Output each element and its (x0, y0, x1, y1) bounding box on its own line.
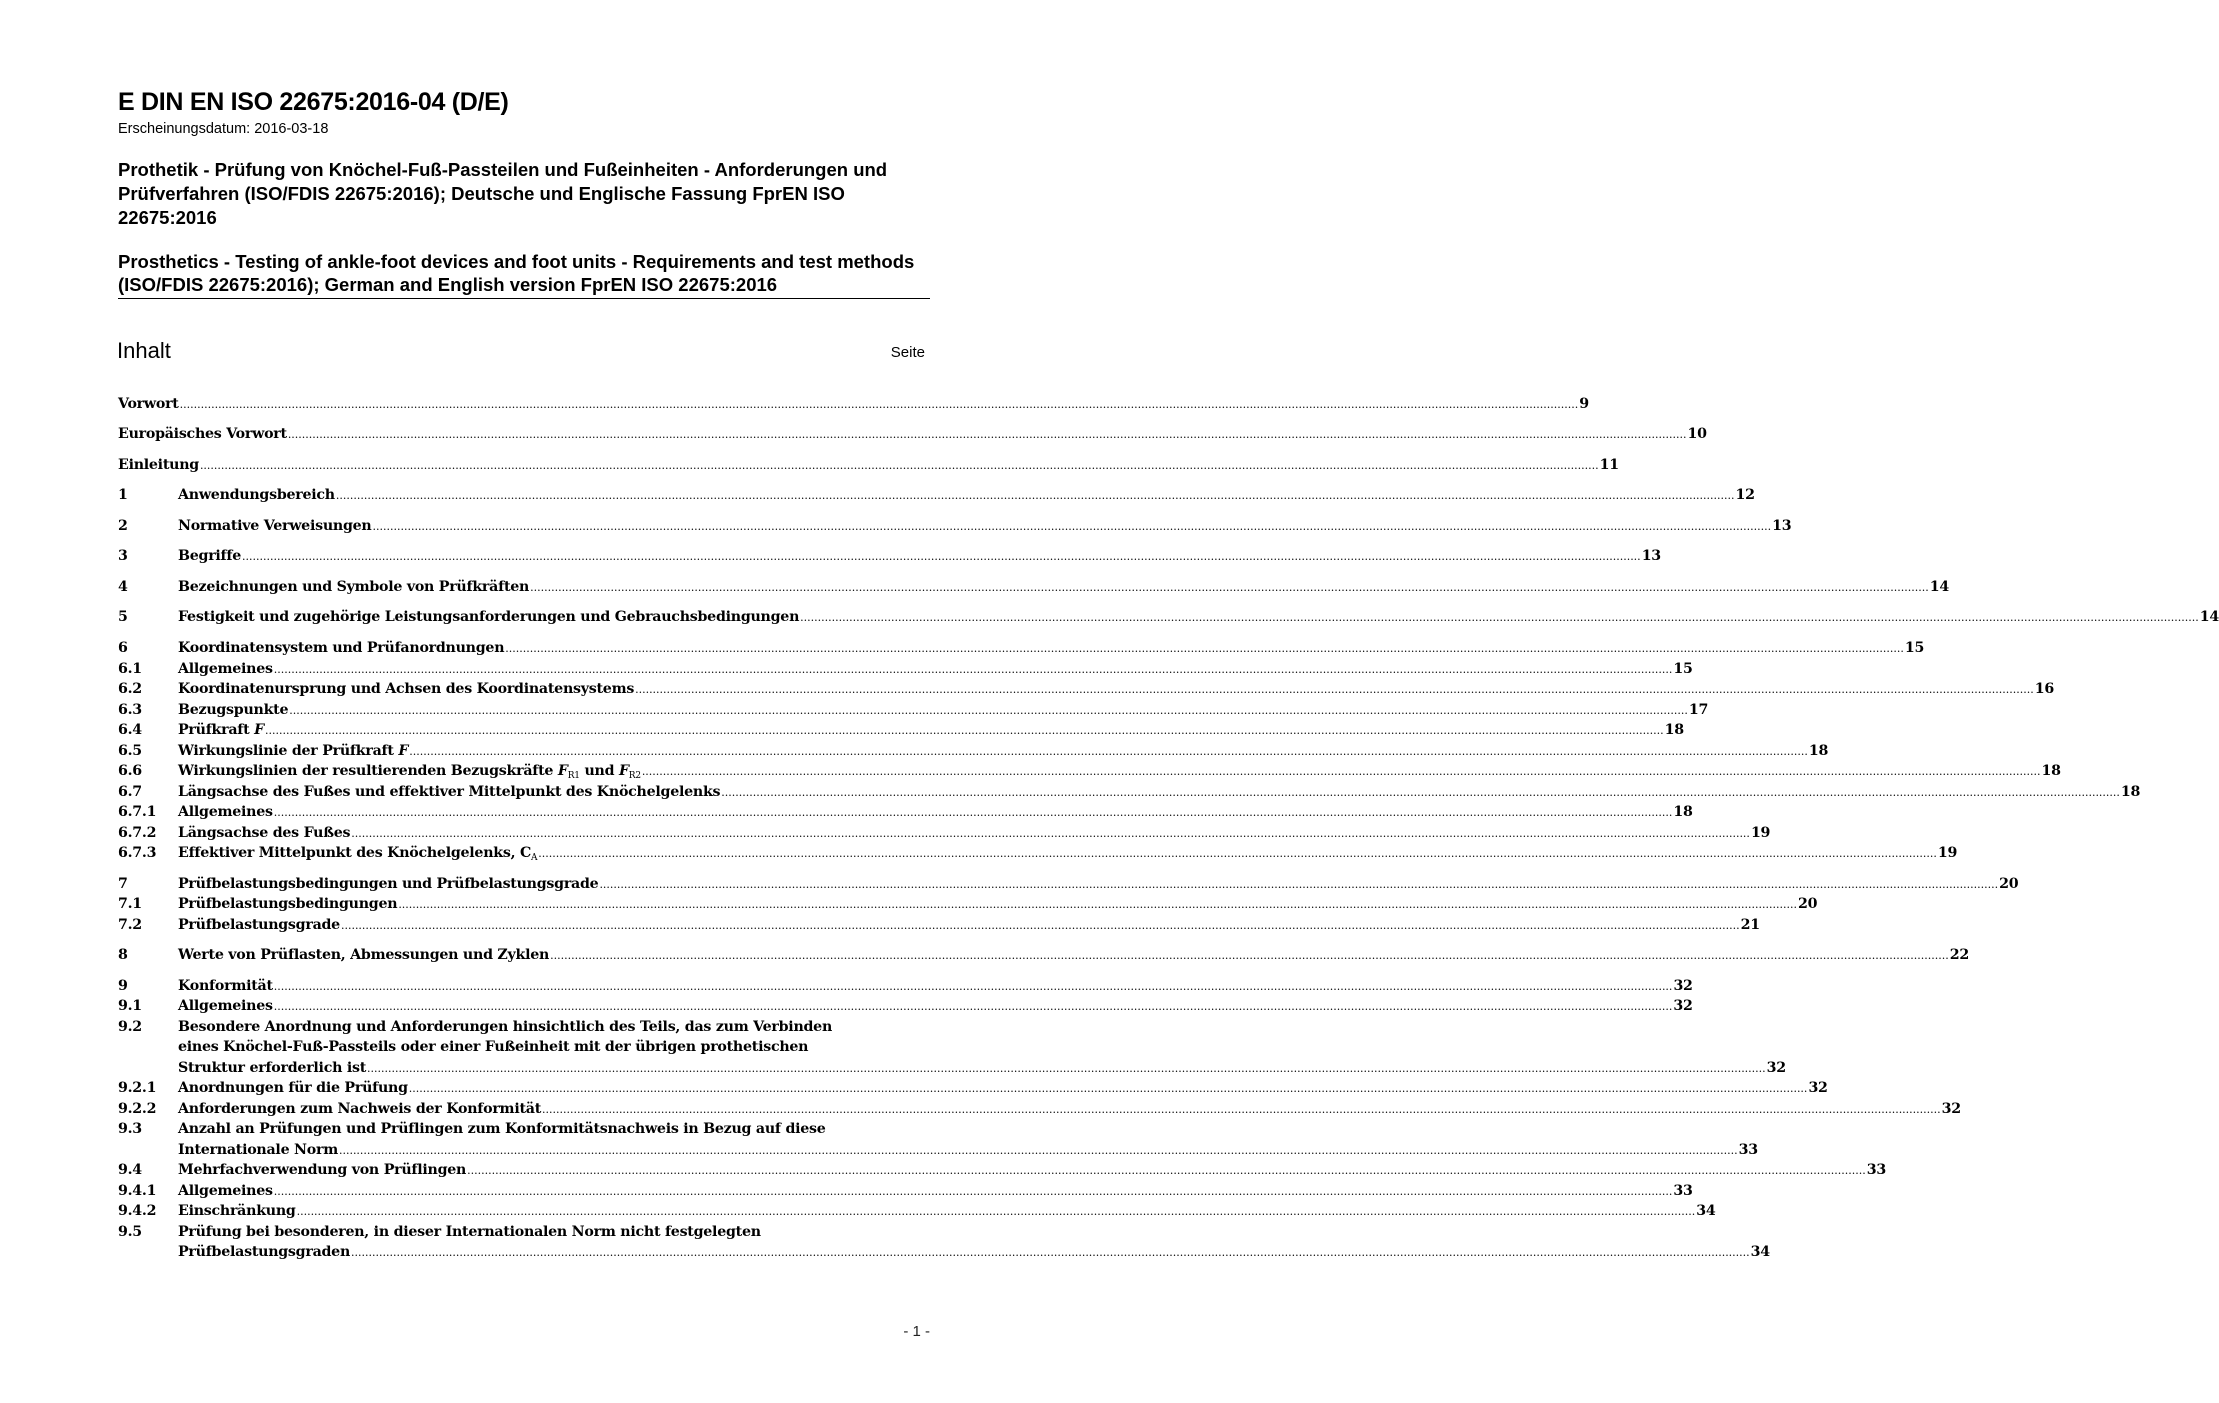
toc-entry-number: 9.2.1 (118, 1080, 157, 1096)
toc-entry[interactable]: 9.2.2 Anforderungen zum Nachweis der Konformität ................................................................................................................................................................................................................................................................................................................................................................................................................ 32 (118, 1099, 930, 1120)
toc-entry[interactable]: 9.2 Besondere Anordnung und Anforderungen hinsichtlich des Teils, das zum Verbinden eines Knöchel-Fuß-Passteils oder einer Fußeinheit mit der übrigen prothetischen Struktur erforderlich ist ................................................................................................................................................................................................................................................................................................................................................................................................................ 32 (118, 1017, 930, 1079)
publication-date: Erscheinungsdatum: 2016-03-18 (118, 121, 329, 137)
toc-entry-page: 16 (2034, 681, 2054, 697)
toc-entry-page: 18 (2120, 783, 2141, 800)
toc-entry-number: 2 (118, 518, 128, 534)
toc-entry-page: 15 (1673, 660, 1693, 677)
toc-entry[interactable]: 6.7 Längsachse des Fußes und effektiver Mittelpunkt des Knöchelgelenks ................................................................................................................................................................................................................................................................................................................................................................................................................ 18 (118, 782, 930, 803)
toc-entry-text: Prüfbelastungsbedingungen (178, 896, 398, 912)
toc-entry-text-continued: Internationale Norm (178, 1141, 338, 1158)
toc-entry[interactable]: 5 Festigkeit und zugehörige Leistungsanforderungen und Gebrauchsbedingungen ................................................................................................................................................................................................................................................................................................................................................................................................................ 14 (118, 607, 930, 628)
toc-entry-page: 33 (1738, 1141, 1758, 1158)
toc-entry-text: Festigkeit und zugehörige Leistungsanforderungen und Gebrauchsbedingungen (178, 609, 800, 625)
toc-entry[interactable]: 6 Koordinatensystem und Prüfanordnungen ................................................................................................................................................................................................................................................................................................................................................................................................................ 15 (118, 638, 930, 659)
toc-entry-page: 14 (1929, 579, 1949, 595)
toc-entry[interactable]: Europäisches Vorwort ................................................................................................................................................................................................................................................................................................................................................................................................................ 10 (118, 424, 930, 445)
toc-entry-page: 22 (1949, 947, 1969, 963)
toc-entry-page: 13 (1641, 548, 1661, 564)
toc-entry-text: Wirkungslinie der Prüfkraft (178, 742, 394, 759)
toc-entry-text: Allgemeines (178, 1182, 273, 1199)
toc-entry-number: 9.4.1 (118, 1182, 157, 1199)
toc-entry-text: Längsachse des Fußes (178, 824, 351, 841)
toc-entry-page: 21 (1740, 916, 1760, 933)
toc-entry-conjunction: und (584, 763, 615, 779)
toc-entry-number: 7 (118, 875, 128, 892)
toc-entry[interactable]: Einleitung ................................................................................................................................................................................................................................................................................................................................................................................................................ 11 (118, 455, 930, 476)
title-english: Prosthetics - Testing of ankle-foot devices and foot units - Requirements and test methods (ISO/FDIS 22675:2016); German and English version FprEN ISO 22675:2016 (118, 250, 930, 299)
toc-entry-page: 14 (2199, 609, 2219, 625)
toc-entry-page: 32 (1941, 1100, 1961, 1117)
toc-entry-page: 19 (1750, 824, 1771, 841)
toc-entry[interactable]: 6.6 Wirkungslinien der resultierenden Bezugskräfte $F_{R1}$ und $F_{R2}$ ................................................................................................................................................................................................................................................................................................................................................................................................................ 18 (118, 763, 2061, 781)
toc-entry[interactable]: 6.2 Koordinatenursprung und Achsen des Koordinatensystems ................................................................................................................................................................................................................................................................................................................................................................................................................ 16 (118, 679, 930, 700)
toc-entry-text-continued: Struktur erforderlich ist (178, 1059, 367, 1076)
toc-entry-number: 6.3 (118, 701, 142, 718)
toc-entry[interactable]: 9.2.1 Anordnungen für die Prüfung ................................................................................................................................................................................................................................................................................................................................................................................................................ 32 (118, 1078, 930, 1099)
force-subscript: R1 (567, 771, 580, 781)
toc-entry-number: 6.6 (118, 763, 142, 779)
toc-entry-text-continued: eines Knöchel-Fuß-Passteils oder einer Fußeinheit mit der übrigen prothetischen (178, 1039, 809, 1055)
toc-entry[interactable]: 6.7.1 Allgemeines ................................................................................................................................................................................................................................................................................................................................................................................................................ 18 (118, 802, 930, 823)
force-symbol: F (618, 763, 629, 779)
toc-entry-number: 7.2 (118, 916, 142, 933)
toc-entry-text: Begriffe (178, 548, 242, 564)
toc-entry-page: 11 (1599, 457, 1619, 473)
toc-entry-text: Europäisches Vorwort (118, 426, 287, 442)
toc-entry-text: Werte von Prüflasten, Abmessungen und Zyklen (178, 947, 550, 963)
toc-entry-number: 6.4 (118, 722, 142, 738)
toc-entry[interactable]: 9.5 Prüfung bei besonderen, in dieser Internationalen Norm nicht festgelegten Prüfbelastungsgraden ................................................................................................................................................................................................................................................................................................................................................................................................................ 34 (118, 1222, 930, 1263)
toc-entry-page: 10 (1687, 426, 1707, 442)
toc-entry-page: 32 (1808, 1080, 1828, 1096)
toc-entry-number: 9.4 (118, 1162, 142, 1178)
toc-entry-text: Wirkungslinien der resultierenden Bezugskräfte (178, 763, 554, 779)
toc-entry-page: 32 (1673, 998, 1693, 1014)
toc-entry[interactable]: 7.2 Prüfbelastungsgrade ................................................................................................................................................................................................................................................................................................................................................................................................................ 21 (118, 915, 930, 936)
toc-entry[interactable]: 6.3 Bezugspunkte ................................................................................................................................................................................................................................................................................................................................................................................................................ 17 (118, 700, 930, 721)
toc-entry-text: Prüfbelastungsgrade (178, 916, 340, 933)
toc-entry-page: 15 (1904, 640, 1925, 656)
toc-entry[interactable]: 6.7.2 Längsachse des Fußes ................................................................................................................................................................................................................................................................................................................................................................................................................ 19 (118, 823, 930, 844)
toc-entry-number: 6.7.3 (118, 845, 157, 861)
toc-entry-text: Prüfbelastungsbedingungen und Prüfbelastungsgrade (178, 875, 599, 892)
force-subscript: R2 (628, 771, 641, 781)
toc-entry-text: Längsachse des Fußes und effektiver Mittelpunkt des Knöchelgelenks (178, 783, 721, 800)
toc-entry[interactable]: 8 Werte von Prüflasten, Abmessungen und Zyklen ................................................................................................................................................................................................................................................................................................................................................................................................................ 22 (118, 945, 930, 966)
toc-entry-page: 19 (1937, 845, 1958, 861)
toc-entry-page: 12 (1735, 487, 1755, 503)
toc-entry-page: 33 (1866, 1162, 1886, 1178)
toc-entry-number: 8 (118, 947, 128, 963)
toc-entry-page: 13 (1772, 518, 1792, 534)
toc-entry-text: Allgemeines (178, 804, 273, 820)
toc-entry-page: 32 (1766, 1059, 1786, 1076)
toc-entry-text: Vorwort (118, 396, 179, 412)
toc-entry-page: 18 (2041, 763, 2061, 779)
toc-entry[interactable]: 2 Normative Verweisungen ................................................................................................................................................................................................................................................................................................................................................................................................................ 13 (118, 516, 930, 537)
toc-entry-text: Konformität (178, 977, 273, 994)
toc-entry-number: 6.2 (118, 681, 142, 697)
toc-entry-number: 6.7.2 (118, 824, 157, 841)
toc-entry-text: Allgemeines (178, 660, 273, 677)
toc-entry-number: 3 (118, 548, 128, 564)
toc-entry-text: Bezugspunkte (178, 701, 289, 718)
toc-entry-page: 18 (1673, 804, 1693, 820)
toc-entry[interactable]: 4 Bezeichnungen und Symbole von Prüfkräften ................................................................................................................................................................................................................................................................................................................................................................................................................ 14 (118, 577, 930, 598)
toc-entry[interactable]: 6.1 Allgemeines ................................................................................................................................................................................................................................................................................................................................................................................................................ 15 (118, 659, 930, 680)
toc-entry-text: Normative Verweisungen (178, 518, 372, 534)
toc-entry[interactable]: 6.7.3 Effektiver Mittelpunkt des Knöchelgelenks, $C_A$ ................................................................................................................................................................................................................................................................................................................................................................................................................ 19 (118, 845, 1958, 863)
toc-entry-number: 7.1 (118, 896, 142, 912)
toc-entry-page: 34 (1750, 1244, 1770, 1260)
toc-entry-text: Koordinatensystem und Prüfanordnungen (178, 640, 505, 656)
toc-entry-number: 1 (118, 487, 128, 503)
toc-entry[interactable]: 9.1 Allgemeines ................................................................................................................................................................................................................................................................................................................................................................................................................ 32 (118, 996, 930, 1017)
toc-entry[interactable]: 6.5 Wirkungslinie der Prüfkraft F ................................................................................................................................................................................................................................................................................................................................................................................................................ 18 (118, 741, 930, 762)
toc-entry-number: 9.1 (118, 998, 142, 1014)
toc-entry-number: 9.3 (118, 1121, 142, 1137)
toc-heading: Inhalt (117, 338, 171, 363)
toc-entry[interactable]: 9.4.1 Allgemeines ................................................................................................................................................................................................................................................................................................................................................................................................................ 33 (118, 1181, 930, 1202)
toc-entry[interactable]: 9 Konformität ................................................................................................................................................................................................................................................................................................................................................................................................................ 32 (118, 976, 930, 997)
toc-entry-number: 9 (118, 977, 128, 994)
force-symbol: F (557, 763, 568, 779)
toc-entry-page: 18 (1664, 722, 1684, 738)
toc-entry-text: Einleitung (118, 457, 199, 473)
toc-entry-text: Anordnungen für die Prüfung (178, 1080, 408, 1096)
document-id: E DIN EN ISO 22675:2016-04 (D/E) (118, 88, 509, 116)
toc-entry-number: 9.5 (118, 1223, 142, 1240)
toc-entry-text: Anforderungen zum Nachweis der Konformität (178, 1100, 542, 1117)
force-symbol: F (398, 742, 409, 759)
toc-entry[interactable]: 3 Begriffe ................................................................................................................................................................................................................................................................................................................................................................................................................ 13 (118, 546, 930, 567)
toc-entry-page: 20 (1999, 875, 2019, 892)
toc-entry-text: Besondere Anordnung und Anforderungen hinsichtlich des Teils, das zum Verbinden (178, 1018, 833, 1035)
toc-entry-number: 6 (118, 640, 128, 656)
toc-entry-number: 6.7 (118, 783, 142, 800)
toc-entry[interactable]: 1 Anwendungsbereich ................................................................................................................................................................................................................................................................................................................................................................................................................ 12 (118, 485, 930, 506)
toc-entry[interactable]: 7 Prüfbelastungsbedingungen und Prüfbelastungsgrade ................................................................................................................................................................................................................................................................................................................................................................................................................ 20 (118, 874, 930, 895)
toc-entry-text: Effektiver Mittelpunkt des Knöchelgelenks, C (178, 845, 532, 861)
toc-entry-page: 17 (1688, 701, 1709, 718)
toc-entry-text: Prüfkraft (178, 722, 250, 738)
toc-entry-number: 6.7.1 (118, 804, 157, 820)
toc-entry-page: 34 (1696, 1203, 1716, 1219)
toc-entry-number: 6.5 (118, 742, 142, 759)
toc-entry-text: Anzahl an Prüfungen und Prüflingen zum Konformitätsnachweis in Bezug auf diese (178, 1121, 826, 1137)
toc-entry-text: Anwendungsbereich (178, 487, 335, 503)
toc-entry[interactable]: 7.1 Prüfbelastungsbedingungen ................................................................................................................................................................................................................................................................................................................................................................................................................ 20 (118, 894, 930, 915)
toc-entry-text: Allgemeines (178, 998, 273, 1014)
toc-entry-text: Mehrfachverwendung von Prüflingen (178, 1162, 467, 1178)
toc-entry-text: Einschränkung (178, 1203, 296, 1219)
toc-entry-page: 9 (1579, 396, 1589, 412)
toc-page-label: Seite (890, 344, 925, 361)
toc-entry-page: 18 (1808, 742, 1829, 759)
toc-entry-number: 9.2 (118, 1018, 142, 1035)
toc-entry[interactable]: 9.4 Mehrfachverwendung von Prüflingen ................................................................................................................................................................................................................................................................................................................................................................................................................ 33 (118, 1160, 930, 1181)
page-number: - 1 - (903, 1323, 930, 1340)
toc-entry-text: Koordinatenursprung und Achsen des Koordinatensystems (178, 681, 635, 697)
toc-entry-page: 20 (1797, 896, 1818, 912)
toc-entry-number: 9.2.2 (118, 1100, 157, 1117)
toc-entry-text-continued: Prüfbelastungsgraden (178, 1244, 351, 1260)
toc-entry-number: 5 (118, 609, 128, 625)
toc-entry-text: Prüfung bei besonderen, in dieser Internationalen Norm nicht festgelegten (178, 1223, 761, 1240)
toc-entry-number: 6.1 (118, 660, 142, 677)
toc-entry-text: Bezeichnungen und Symbole von Prüfkräften (178, 579, 530, 595)
toc-entry[interactable]: 9.4.2 Einschränkung ................................................................................................................................................................................................................................................................................................................................................................................................................ 34 (118, 1201, 930, 1222)
toc-entry[interactable]: 6.4 Prüfkraft F ................................................................................................................................................................................................................................................................................................................................................................................................................ 18 (118, 720, 930, 741)
ankle-subscript: A (531, 853, 538, 863)
toc-entry[interactable]: Vorwort ................................................................................................................................................................................................................................................................................................................................................................................................................ 9 (118, 394, 930, 415)
toc-entry-number: 4 (118, 579, 128, 595)
toc-entry-page: 33 (1673, 1182, 1693, 1199)
toc-entry-page: 32 (1673, 977, 1693, 994)
toc-entry-number: 9.4.2 (118, 1203, 157, 1219)
force-symbol: F (254, 722, 264, 738)
title-german: Prothetik - Prüfung von Knöchel-Fuß-Passteilen und Fußeinheiten - Anforderungen und Prüfverfahren (ISO/FDIS 22675:2016); Deutsche und Englische Fassung FprEN ISO 22675:2016 (118, 159, 888, 228)
toc-entry[interactable]: 9.3 Anzahl an Prüfungen und Prüflingen zum Konformitätsnachweis in Bezug auf diese Internationale Norm ................................................................................................................................................................................................................................................................................................................................................................................................................ 33 (118, 1119, 930, 1160)
